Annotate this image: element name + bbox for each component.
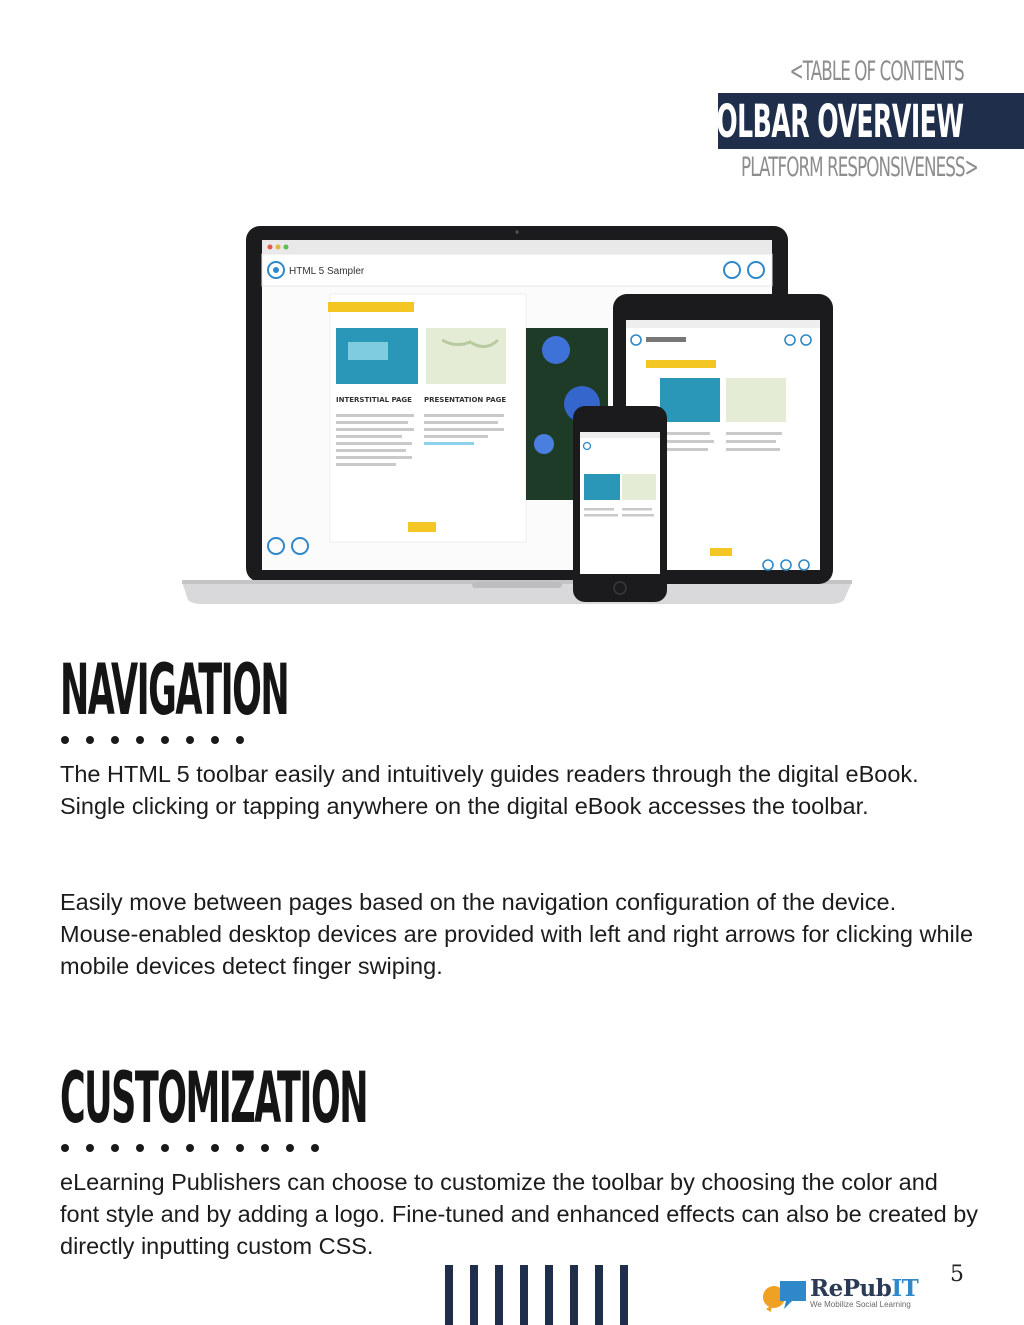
logo-tagline: We Mobilize Social Learning <box>810 1300 911 1309</box>
navigation-paragraph-1: The HTML 5 toolbar easily and intuitively guides readers through the digital eBook. Single clicking or tapping anywhere on the digital eBook accesses the toolbar. <box>60 761 919 819</box>
customization-dot-divider <box>61 1144 319 1152</box>
customization-heading: CUSTOMIZATION <box>60 1057 367 1139</box>
footer-bar-ornament <box>445 1265 628 1325</box>
next-section-link[interactable]: PLATFORM RESPONSIVENESS> <box>741 152 978 183</box>
navigation-paragraph-2: Easily move between pages based on the navigation configuration of the device. Mouse-enabled desktop devices are provided with left and right arrows for clicking while mobile devices detect finger swiping. <box>60 889 974 979</box>
republit-logo <box>762 1275 922 1315</box>
mockup-left-heading: INTERSTITIAL PAGE <box>336 396 412 404</box>
speech-bubble-logo-icon <box>762 1275 810 1315</box>
current-section-banner <box>679 93 1024 149</box>
navigation-heading: NAVIGATION <box>60 649 289 731</box>
logo-wordmark: RePubIT <box>810 1275 919 1302</box>
customization-paragraph: eLearning Publishers can choose to customize the toolbar by choosing the color and font style and by adding a logo. Fine-tuned and enhanced effects can also be created by directly inputting custom CSS. <box>60 1169 979 1259</box>
page-number: 5 <box>950 1262 964 1287</box>
table-of-contents-link[interactable]: <TABLE OF CONTENTS <box>789 56 964 87</box>
mockup-title: HTML 5 Sampler <box>289 266 365 277</box>
phone <box>573 406 667 602</box>
navigation-dot-divider <box>61 736 244 744</box>
device-mockup-image <box>180 222 852 610</box>
current-section-title: TOOLBAR OVERVIEW <box>679 95 964 148</box>
mockup-right-heading: PRESENTATION PAGE <box>424 396 507 404</box>
